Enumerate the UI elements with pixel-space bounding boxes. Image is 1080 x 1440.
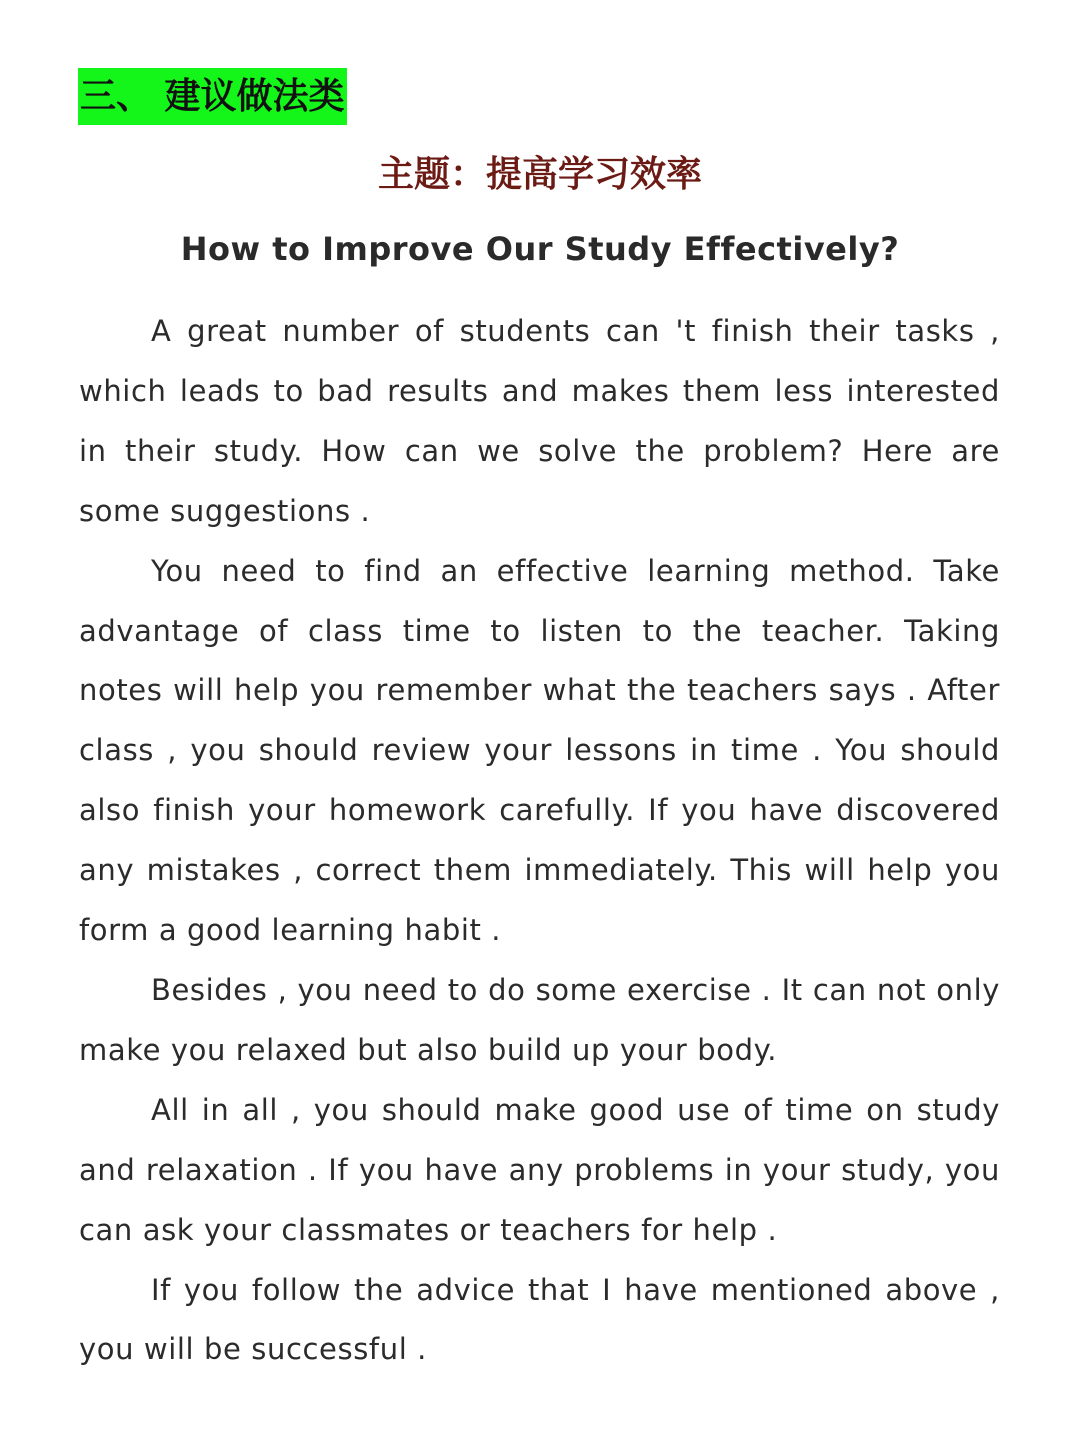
topic-heading: 主题：提高学习效率 — [377, 154, 702, 195]
paragraph-intro: A great number of students can 't finish their tasks , which leads to bad results and makes them less interested in their study. How can we solve the problem? Here are some suggestions . — [79, 314, 1000, 528]
paragraph-conclusion: If you follow the advice that I have mentioned above , you will be successful . — [79, 1272, 1000, 1367]
paragraph-method: You need to find an effective learning method. Take advantage of class time to listen to the teacher. Taking notes will help you remember what the teachers says . After class , you should review your lessons in time . You should also finish your homework carefully. If you have discovered any mistakes , correct them immediately. This will help you form a good learning habit . — [79, 553, 1000, 948]
section-heading: 三、 建议做法类 — [78, 68, 347, 125]
paragraph-exercise: Besides , you need to do some exercise . It can not only make you relaxed but also build up your body. — [79, 972, 1000, 1067]
essay-title: How to Improve Our Study Effectively? — [180, 230, 900, 268]
paragraph-summary: All in all , you should make good use of time on study and relaxation . If you have any problems in your study, you can ask your classmates or teachers for help . — [79, 1092, 1000, 1247]
essay-body — [79, 302, 1000, 1380]
